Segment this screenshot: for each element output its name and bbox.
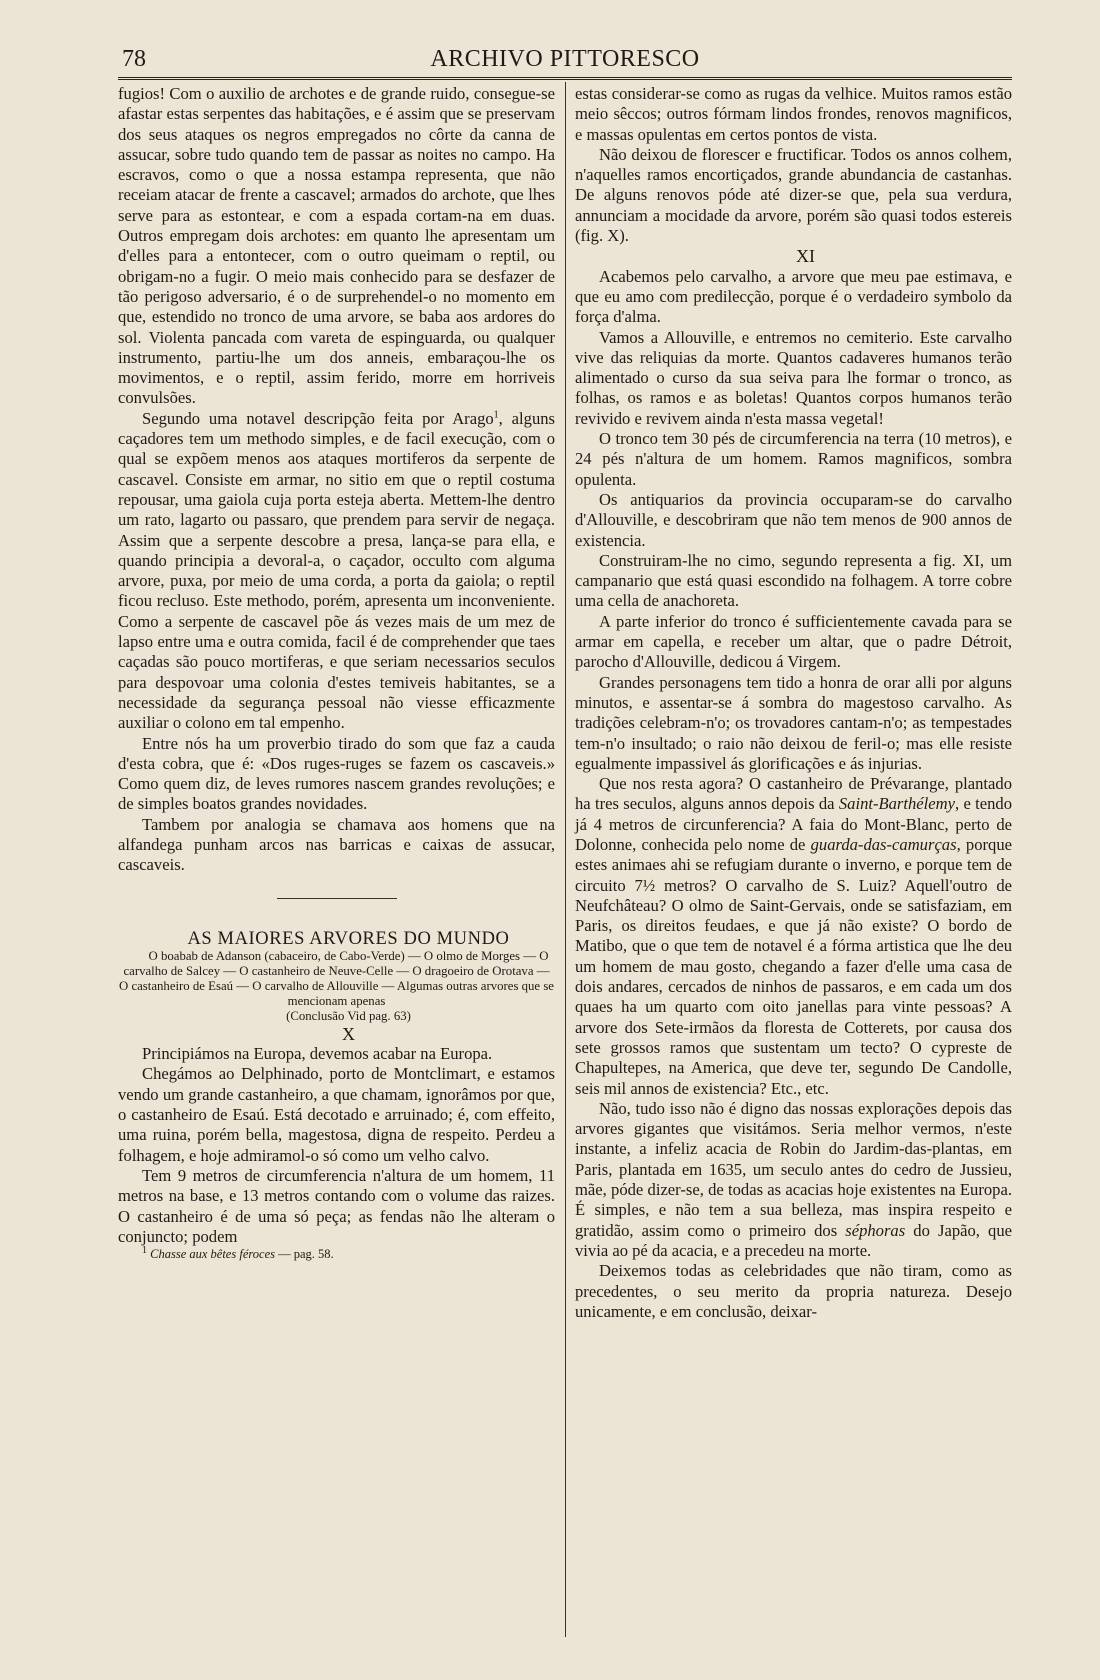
paragraph: Não deixou de florescer e fructificar. Todos os annos colhem, n'aquelles ramos encortiçados, grande abundancia de castanhas. De alguns renovos póde até dizer-se que, pela sua verdura, annunciam a mocidade da arvore, porém são quasi todos estereis (fig. X). — [575, 144, 1012, 246]
paragraph: Entre nós ha um proverbio tirado do som que faz a cauda d'esta cobra, que é: «Dos ruges-ruges se fazem os cascaveis.» Como quem diz, de leves rumores nascem grandes revoluções; e de simples boatos grandes novidades. — [118, 733, 555, 814]
paragraph: Tambem por analogia se chamava aos homens que na alfandega punham arcos nas barricas e caixas de assucar, cascaveis. — [118, 814, 555, 875]
right-column — [575, 84, 1012, 1322]
italic-term: séphoras — [845, 1220, 906, 1240]
left-column — [118, 84, 555, 1262]
footnote — [118, 1244, 555, 1262]
footnote-page: — pag. 58. — [278, 1247, 334, 1262]
paragraph: Tem 9 metros de circumferencia n'altura de um homem, 11 metros na base, e 13 metros contando com o volume das raizes. O castanheiro é de uma só peça; as fendas não lhe alteram o conjuncto; podem — [118, 1165, 555, 1246]
footnote-reference: 1 — [493, 409, 499, 421]
column-divider — [565, 82, 566, 1637]
paragraph: Chegámos ao Delphinado, porto de Montclimart, e estamos vendo um grande castanheiro, a que chamam, ignorâmos por que, o castanheiro de Esaú. Está decotado e arruinado; é, com effeito, uma ruina, porém bella, magestosa, digna de respeito. Perdeu a folhagem, e hoje admiramol-o só como um velho calvo. — [118, 1064, 555, 1165]
footnote-mark: 1 — [142, 1244, 147, 1256]
paragraph: fugios! Com o auxilio de archotes e de grande ruido, consegue-se afastar estas serpentes das habitações, e é assim que se preservam dos seus ataques os negros empregados no côrte da canna de assucar, sobre tudo quando tem de passar as noites no campo. Ha escravos, como o que a nossa estampa representa, que não receiam atacar de frente a cascavel; armados do archote, que lhes serve para as estontear, e com a espada cortam-na em duas. Outros empregam dois archotes: em quanto lhe apresentam um d'elles para a entontecer, com o outro queimam o reptil, ou obrigam-no a fugir. O meio mais conhecido para se desfazer de tão perigoso adversario, é o de surprehendel-o no momento em que, estendido no tronco de uma arvore, se baba aos ardores do sol. Violenta pancada com vareta de espinguarda, ou qualquer instrumento, partiu-lhe um dos anneis, embaraçou-lhe os movimentos, e o reptil, assim ferido, morre em horriveis convulsões. — [118, 84, 555, 408]
section-number: X — [342, 1023, 355, 1044]
paragraph-text: Que nos resta agora? O castanheiro de Prévarange, plantado ha tres seculos, alguns annos depois da — [575, 774, 1012, 814]
paragraph: Acabemos pelo carvalho, a arvore que meu pae estimava, e que eu amo com predilecção, porque é o verdadeiro symbolo da força d'alma. — [575, 266, 1012, 327]
paragraph-text: Segundo uma notavel descripção feita por Arago — [142, 408, 494, 428]
paragraph — [118, 409, 555, 734]
page-number: 78 — [122, 46, 146, 72]
paragraph-text: do Japão, que vivia ao pé da acacia, e a precedeu na morte. — [575, 1220, 1012, 1260]
section-rule — [277, 898, 397, 899]
paragraph: O tronco tem 30 pés de circumferencia na terra (10 metros), e 24 pés n'altura de um homem. Ramos magnificos, sombra opulenta. — [575, 429, 1012, 489]
italic-term: guarda-das-camurças — [810, 834, 957, 854]
header-rule — [118, 77, 1012, 80]
continuation-note: (Conclusão Vid pag. 63) — [286, 1008, 411, 1023]
italic-term: Saint-Barthélemy — [838, 794, 955, 814]
article-title: AS MAIORES ARVORES DO MUNDO — [187, 928, 510, 949]
paragraph-text: Não, tudo isso não é digno das nossas explorações depois das arvores gigantes que visitámos. Seria melhor vermos, n'este instante, a infeliz acacia de Robin do Jardim-das-plantas, em Paris, plantada em 1635, um seculo antes do cedro de Jussieu, mãe, póde dizer-se, de todas as acacias hoje existentes na Europa. É simples, e não tem a sua belleza, mas inspira respeito e gratidão, assim como o primeiro dos — [575, 1098, 1012, 1240]
paragraph: Grandes personagens tem tido a honra de orar alli por alguns minutos, e assentar-se á sombra do magestoso carvalho. As tradições celebram-n'o; os trovadores cantam-n'o; as tempestades tem-n'o insultado; o raio não deixou de feril-o; mas elle resiste egualmente impassivel ás glorificações e ás injurias. — [575, 672, 1012, 773]
paragraph-text: , porque estes animaes ahi se refugiam durante o inverno, e porque tem de circuito 7½ metros? O carvalho de S. Luiz? Aquell'outro de Neufchâteau? O olmo de Saint-Gervais, onde se satisfaziam, em Paris, os direitos feudaes, e que já não existe? O bordo de Matibo, que o que tem de notavel é a fórma artistica que lhe deu um homem de mau gosto, chegando a fazer d'elle uma casa de dois andares, cercados de ninhos de passaros, e em cada um dos quaes ha um quarto com oito janellas para vinte pessoas? A arvore dos Sete-irmãos da floresta de Cotterets, por causa dos sete grossos ramos que sustentam um tecto? O cypreste de Chapultepes, na America, que deve ter, segundo De Candolle, seis mil annos de existencia? Etc., etc. — [575, 834, 1012, 1098]
paragraph: Principiámos na Europa, devemos acabar na Europa. — [142, 1044, 493, 1064]
paragraph: Deixemos todas as celebridades que não tiram, como as precedentes, o seu merito da propria natureza. Desejo unicamente, e em conclusão, deixar- — [575, 1261, 1012, 1321]
article-summary: O boabab de Adanson (cabaceiro, de Cabo-Verde) — O olmo de Morges — O carvalho de Salcey — O castanheiro de Neuve-Celle — O dragoeiro de Orotava — O castanheiro de Esaú — O carvalho de Allouville — Algumas outras arvores que se mencionam apenas — [119, 948, 554, 1008]
paragraph — [575, 1099, 1012, 1261]
running-head — [118, 42, 1012, 76]
paragraph: estas considerar-se como as rugas da velhice. Muitos ramos estão meio sêccos; outros fórmam lindos frondes, renovos magnificos, e massas opulentas em certos pontos de vista. — [575, 84, 1012, 144]
journal-title: ARCHIVO PITTORESCO — [430, 46, 700, 72]
paragraph — [575, 774, 1012, 1099]
paragraph: Vamos a Allouville, e entremos no cemiterio. Este carvalho vive das reliquias da morte. Quantos cadaveres humanos terão alimentado o curso da sua seiva para lhe formar o tronco, as folhas, os ramos e as boletas! Quantos corpos humanos terão revivido e revivem ainda n'esta massa vegetal! — [575, 327, 1012, 428]
footnote-title: Chasse aux bêtes féroces — [150, 1247, 275, 1262]
paragraph-text: , alguns caçadores tem um methodo simples, e de facil execução, com o qual se expõem menos aos ataques mortiferos da serpente de cascavel. Consiste em armar, no sitio em que o reptil costuma repousar, uma gaiola cuja porta esteja aberta. Mettem-lhe dentro um rato, lagarto ou passaro, que prendem para servir de negaça. Assim que a serpente descobre a presa, lança-se para ella, e quando principia a devoral-a, o caçador, occulto com alguma arvore, puxa, por meio de uma corda, a porta da gaiola; o reptil ficou recluso. Este methodo, porém, apresenta um inconveniente. Como a serpente de cascavel põe ás vezes mais de um mez de lapso entre uma e outra comida, facil é de comprehender que taes caçadas são pouco mortiferas, e que seriam necessarios seculos para despovoar uma colonia d'estes temiveis habitantes, se a necessidade da segurança pessoal não viesse efficazmente auxiliar o colono em tal empenho. — [118, 408, 555, 733]
paragraph: Construiram-lhe no cimo, segundo representa a fig. XI, um campanario que está quasi escondido na folhagem. A torre cobre uma cella de anachoreta. — [575, 550, 1012, 611]
paragraph: Os antiquarios da provincia occuparam-se do carvalho d'Allouville, e descobriram que não tem menos de 900 annos de existencia. — [575, 489, 1012, 550]
paragraph-text: , e tendo já 4 metros de circunferencia? A faia do Mont-Blanc, perto de Dolonne, conhecida pelo nome de — [575, 794, 1012, 854]
paragraph: A parte inferior do tronco é sufficientemente cavada para se armar em capella, e receber um altar, que o padre Détroit, parocho d'Allouville, dedicou á Virgem. — [575, 611, 1012, 672]
section-number: XI — [796, 246, 815, 267]
